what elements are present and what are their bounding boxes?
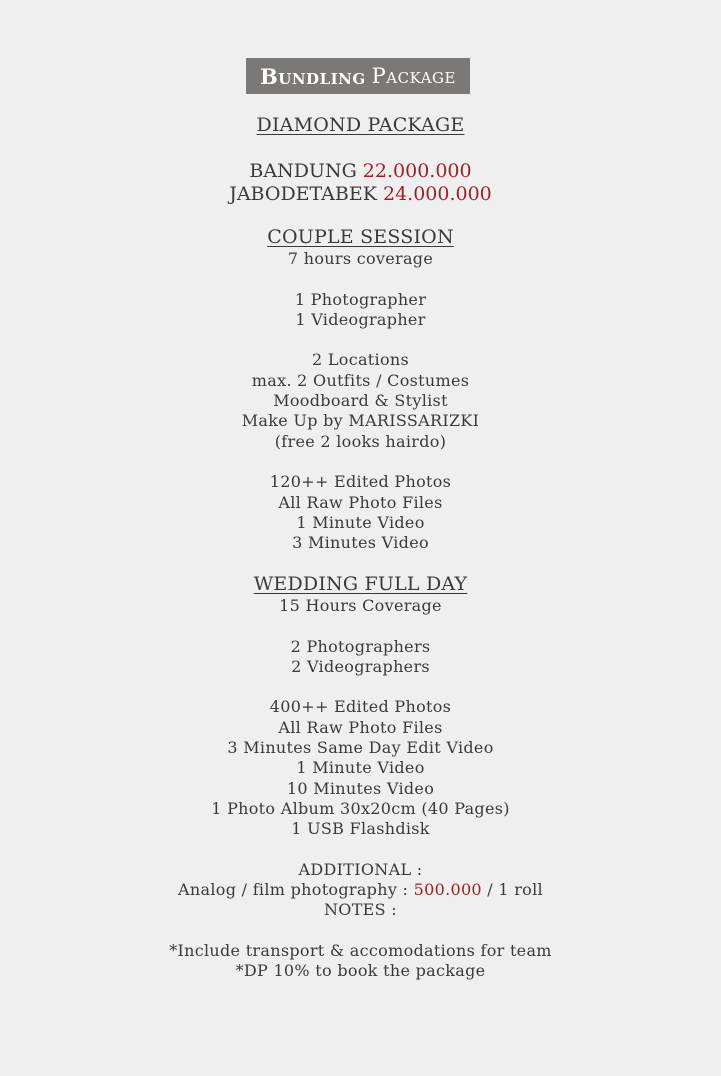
additional-label: ADDITIONAL : (298, 859, 423, 879)
wedding-full-day-title: WEDDING FULL DAY (253, 573, 468, 595)
list-item: (free 2 looks hairdo) (274, 431, 447, 451)
list-item: 400++ Edited Photos (269, 697, 452, 717)
list-item: Moodboard & Stylist (273, 391, 448, 411)
price-line-bandung (0, 160, 721, 183)
list-item: 15 Hours Coverage (279, 596, 442, 615)
list-item: Make Up by MARISSARIZKI (241, 411, 480, 431)
additional-item-text: Analog / film photography : (178, 880, 414, 900)
list-item: All Raw Photo Files (278, 717, 443, 737)
list-item: 1 USB Flashdisk (291, 819, 430, 839)
price-city: JABODETABEK (229, 183, 377, 205)
list-item: 1 Videographer (295, 309, 426, 329)
note-line: *Include transport & accomodations for team (169, 941, 552, 961)
list-item: 120++ Edited Photos (269, 472, 452, 492)
list-item: 2 Locations (311, 350, 410, 370)
additional-item-price: 500.000 (413, 880, 482, 900)
price-amount: 22.000.000 (362, 160, 472, 182)
note-line: *DP 10% to book the package (235, 961, 486, 981)
price-line-jabodetabek (0, 183, 721, 206)
list-item: 1 Minute Video (296, 758, 425, 778)
list-item: max. 2 Outfits / Costumes (251, 370, 470, 390)
list-item: 2 Videographers (291, 656, 430, 676)
package-title: DIAMOND PACKAGE (256, 114, 465, 136)
notes-label: NOTES : (323, 900, 397, 920)
list-item: 7 hours coverage (287, 249, 434, 268)
couple-session-list (0, 249, 721, 553)
bundling-package-badge (246, 58, 470, 94)
couple-session-title: COUPLE SESSION (267, 226, 454, 248)
wedding-list (0, 596, 721, 982)
price-city: BANDUNG (249, 160, 357, 182)
badge-word-bundling: Bundling (260, 63, 366, 89)
additional-item-unit: / 1 roll (481, 880, 543, 900)
list-item: 1 Photo Album 30x20cm (40 Pages) (211, 798, 510, 818)
list-item: 3 Minutes Same Day Edit Video (227, 738, 494, 758)
list-item: 2 Photographers (290, 636, 431, 656)
list-item: 1 Photographer (294, 289, 427, 309)
list-item: All Raw Photo Files (278, 492, 443, 512)
list-item: 10 Minutes Video (286, 778, 435, 798)
list-item: 3 Minutes Video (292, 533, 429, 553)
price-block (0, 160, 721, 206)
price-amount: 24.000.000 (382, 183, 492, 205)
additional-item (0, 880, 721, 900)
badge-word-package: Package (371, 64, 456, 88)
list-item: 1 Minute Video (296, 512, 425, 532)
